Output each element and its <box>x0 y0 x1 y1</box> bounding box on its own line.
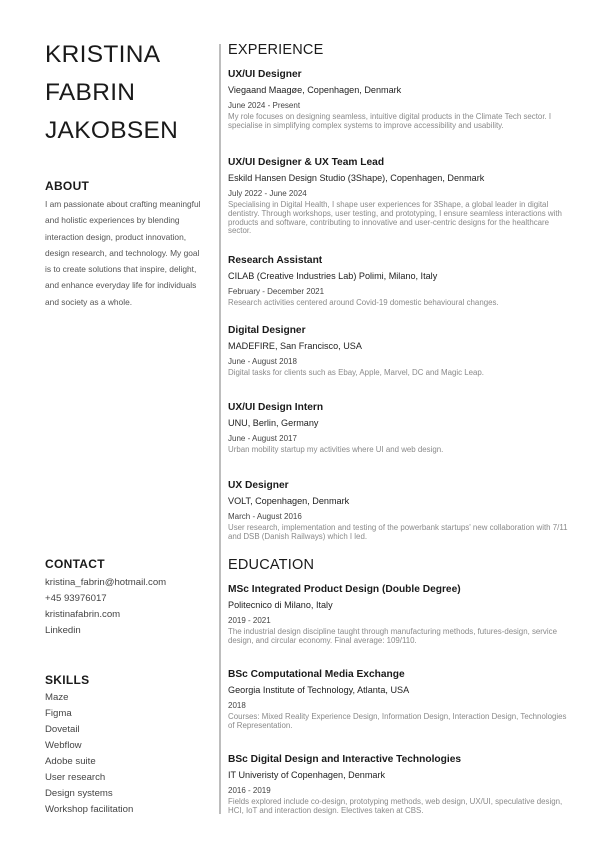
entry-title: BSc Digital Design and Interactive Technologies <box>228 754 462 765</box>
skill-item: Workshop facilitation <box>45 804 134 815</box>
entry-date: July 2022 - June 2024 <box>228 189 307 198</box>
experience-entry <box>228 479 573 542</box>
contact-linkedin[interactable]: Linkedin <box>45 625 81 636</box>
skill-item: Design systems <box>45 788 113 799</box>
entry-title: UX Designer <box>228 480 289 491</box>
entry-organization: Viegaand Maagøe, Copenhagen, Denmark <box>228 85 402 95</box>
skill-item: User research <box>45 772 106 783</box>
entry-title: Research Assistant <box>228 255 323 266</box>
entry-description: The industrial design discipline taught through manufacturing methods, futures-design, service design, and circular economy. Final average: 109/110. <box>228 627 557 645</box>
entry-date: June 2024 - Present <box>228 101 301 110</box>
education-entry <box>228 753 573 816</box>
contact-phone[interactable]: +45 93976017 <box>45 593 107 604</box>
experience-entry <box>228 254 573 308</box>
contact-list <box>45 575 166 639</box>
entry-title: UX/UI Designer & UX Team Lead <box>228 157 385 168</box>
entry-organization: Politecnico di Milano, Italy <box>228 600 333 610</box>
about-text: I am passionate about crafting meaningful and holistic experiences by blending interaction design, product innovation, design research, and technology. My goal is to create solutions that inspire, delight, and enhance everyday life for individuals and society as a whole. <box>45 199 201 307</box>
entry-organization: MADEFIRE, San Francisco, USA <box>228 341 362 351</box>
skill-item: Webflow <box>45 740 82 751</box>
first-name: KRISTINA <box>45 41 161 68</box>
skills-heading: SKILLS <box>45 673 90 687</box>
skill-item: Adobe suite <box>45 756 96 767</box>
education-entry <box>228 583 573 646</box>
experience-entry <box>228 324 573 378</box>
entry-description: Specialising in Digital Health, I shape user experiences for 3Shape, a global leader in digital dentistry. Through workshops, user testing, and prototyping, I ensure seamless interactions with products and software, contributing to innovative and user-centric designs for the healthcare sector. <box>228 200 562 236</box>
middle-name: FABRIN <box>45 79 136 106</box>
entry-title: MSc Integrated Product Design (Double Degree) <box>228 584 461 595</box>
entry-description: Fields explored include co-design, prototyping methods, web design, UX/UI, speculative design, HCI, IoT and interaction design. Electives taken at CBS. <box>228 797 563 815</box>
entry-description: Urban mobility startup my activities where UI and web design. <box>228 445 444 454</box>
entry-organization: VOLT, Copenhagen, Denmark <box>228 496 350 506</box>
entry-description: My role focuses on designing seamless, intuitive digital products in the Climate Tech sector. I specialise in simplifying complex systems to improve accessibility and usability. <box>228 112 552 130</box>
skill-item: Figma <box>45 708 72 719</box>
entry-title: Digital Designer <box>228 325 306 336</box>
entry-description: Courses: Mixed Reality Experience Design, Information Design, Interaction Design, Technologies of Representation. <box>228 712 567 730</box>
entry-organization: Georgia Institute of Technology, Atlanta, USA <box>228 685 410 695</box>
entry-description: Digital tasks for clients such as Ebay, Apple, Marvel, DC and Magic Leap. <box>228 368 484 377</box>
entry-title: BSc Computational Media Exchange <box>228 669 405 680</box>
contact-website[interactable]: kristinafabrin.com <box>45 609 121 620</box>
skill-item: Maze <box>45 692 69 703</box>
entry-date: June - August 2018 <box>228 357 297 366</box>
entry-date: 2019 - 2021 <box>228 616 271 625</box>
entry-date: June - August 2017 <box>228 434 297 443</box>
entry-organization: Eskild Hansen Design Studio (3Shape), Copenhagen, Denmark <box>228 173 485 183</box>
experience-entry <box>228 68 573 131</box>
entry-organization: CILAB (Creative Industries Lab) Polimi, Milano, Italy <box>228 271 438 281</box>
last-name: JAKOBSEN <box>45 117 179 144</box>
education-heading: EDUCATION <box>228 557 315 573</box>
column-divider <box>219 44 221 814</box>
entry-organization: IT Univeristy of Copenhagen, Denmark <box>228 770 386 780</box>
entry-date: March - August 2016 <box>228 512 302 521</box>
skills-list <box>45 690 133 818</box>
about-heading: ABOUT <box>45 179 90 193</box>
entry-date: 2018 <box>228 701 246 710</box>
experience-heading: EXPERIENCE <box>228 42 324 58</box>
entry-description: User research, implementation and testing of the powerbank startups' new collaboration with 7/11 and DSB (Danish Railways) which I led. <box>228 523 568 541</box>
skill-item: Dovetail <box>45 724 80 735</box>
entry-title: UX/UI Designer <box>228 69 302 80</box>
entry-organization: UNU, Berlin, Germany <box>228 418 319 428</box>
full-name <box>45 36 215 150</box>
education-entry <box>228 668 573 731</box>
contact-email[interactable]: kristina_fabrin@hotmail.com <box>45 577 167 588</box>
experience-entry <box>228 156 573 236</box>
entry-title: UX/UI Design Intern <box>228 402 324 413</box>
experience-entry <box>228 401 573 455</box>
entry-date: 2016 - 2019 <box>228 786 271 795</box>
contact-heading: CONTACT <box>45 557 105 571</box>
entry-date: February - December 2021 <box>228 287 325 296</box>
entry-description: Research activities centered around Covid-19 domestic behavioural changes. <box>228 298 499 307</box>
